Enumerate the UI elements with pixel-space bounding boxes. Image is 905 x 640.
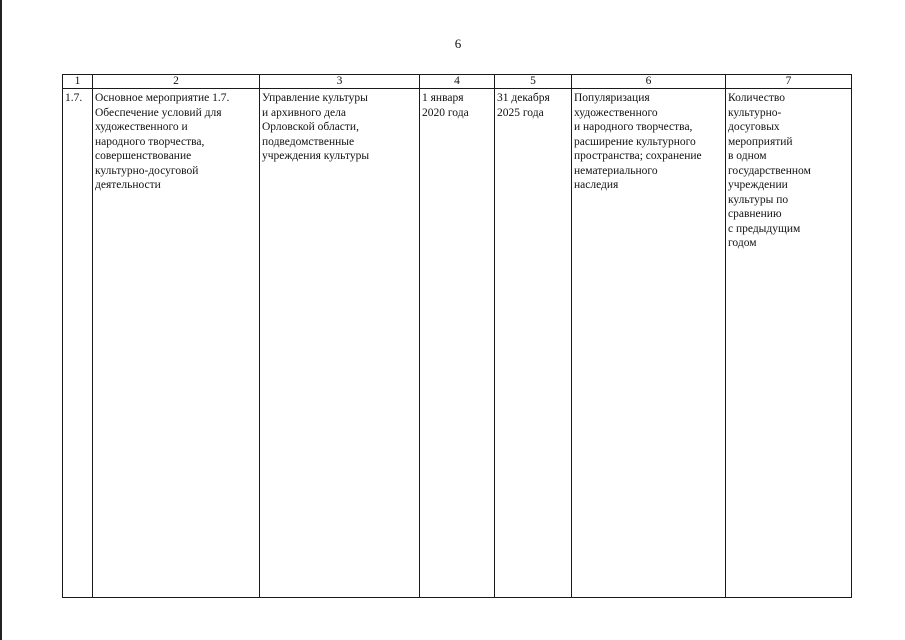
- header-col-4: 4: [420, 75, 495, 89]
- indicator-cell: [726, 89, 852, 598]
- executor-cell: [260, 89, 420, 598]
- table-header-row: [63, 75, 852, 89]
- activity-cell: [93, 89, 260, 598]
- start-date-text: 1 января 2020 года: [422, 92, 469, 119]
- table-row: [63, 89, 852, 598]
- header-col-1: 1: [63, 75, 93, 89]
- result-cell: [572, 89, 726, 598]
- page-number: 6: [454, 36, 462, 51]
- row-number: 1.7.: [65, 92, 83, 104]
- header-col-7: 7: [726, 75, 852, 89]
- program-table: [62, 74, 852, 598]
- indicator-text: Количество культурно- досуговых мероприятий в одном государственном учреждении культуры по сравнению с предыдущим годом: [728, 92, 811, 249]
- result-text: Популяризация художественного и народного творчества, расширение культурного пространства; сохранение нематериального наследия: [574, 92, 702, 191]
- end-date-cell: [495, 89, 572, 598]
- page-left-edge: [0, 0, 2, 640]
- row-number-cell: [63, 89, 93, 598]
- header-col-3: 3: [260, 75, 420, 89]
- header-col-6: 6: [572, 75, 726, 89]
- start-date-cell: [420, 89, 495, 598]
- activity-text: Основное мероприятие 1.7. Обеспечение условий для художественного и народного творчества, совершенствование культурно-досуговой деятельности: [95, 92, 230, 191]
- header-col-5: 5: [495, 75, 572, 89]
- executor-text: Управление культуры и архивного дела Орловской области, подведомственные учреждения культуры: [262, 92, 370, 162]
- header-col-2: 2: [93, 75, 260, 89]
- end-date-text: 31 декабря 2025 года: [497, 92, 550, 119]
